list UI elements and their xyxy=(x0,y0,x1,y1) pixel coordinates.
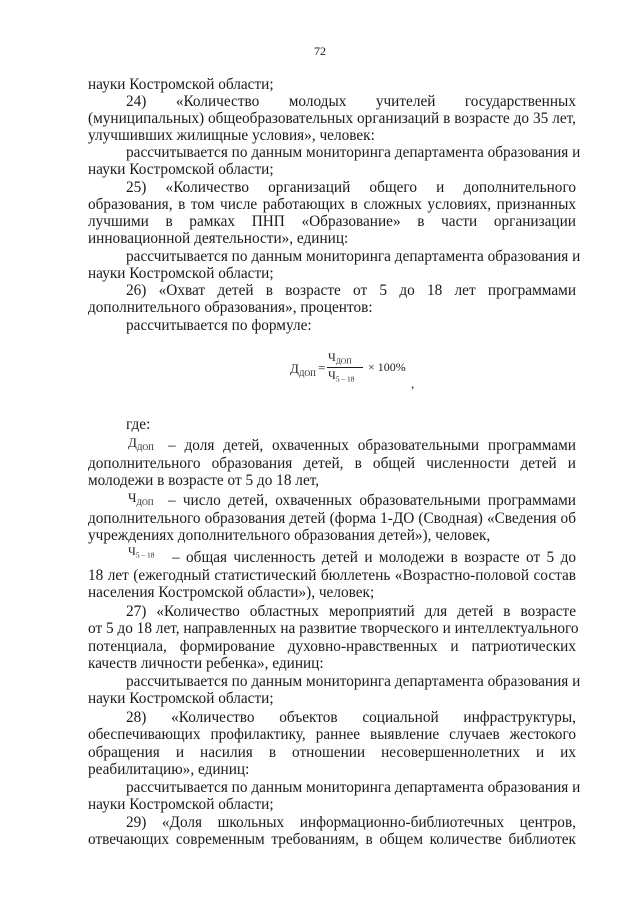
formula-comma: , xyxy=(411,376,415,391)
text-line: от 5 до 18 лет, направленных на развитие творческого и интеллектуального xyxy=(88,620,579,637)
text-line: дополнительного образования детей (форма 1-ДО (Сводная) «Сведения об xyxy=(88,510,576,527)
symbol-letter: Ч xyxy=(128,544,136,558)
text-line: реабилитацию», единиц: xyxy=(88,761,250,778)
text-line: лучшими в рамках ПНП «Образование» в части организации xyxy=(88,213,576,230)
text-line: рассчитывается по формуле: xyxy=(126,317,312,334)
symbol-ch-dop xyxy=(128,490,154,507)
text-line: населения Костромской области»), человек; xyxy=(88,584,375,601)
text-line: 25) «Количество организаций общего и дополнительного xyxy=(126,179,576,196)
formula-lhs xyxy=(290,361,316,378)
text-line: науки Костромской области; xyxy=(88,161,274,178)
symbol-sub: 5 – 18 xyxy=(135,550,155,560)
text-line: обеспечивающих профилактику, раннее выявление случаев жестокого xyxy=(88,726,576,743)
text-line: качеств личности ребенка», единиц: xyxy=(88,655,324,672)
text-line: где: xyxy=(126,416,151,433)
text-line: 18 лет (ежегодный статистический бюллетень «Возрастно-половой состав xyxy=(88,567,576,584)
text-line: – число детей, охваченных образовательными программами xyxy=(168,492,576,509)
text-line: дополнительного образования», процентов: xyxy=(88,299,373,316)
text-line: науки Костромской области; xyxy=(88,690,274,707)
symbol-sub: ДОП xyxy=(136,442,154,452)
page-number: 72 xyxy=(314,44,326,58)
text-line: рассчитывается по данным мониторинга департамента образования и xyxy=(126,248,581,265)
text-line: отвечающих современным требованиям, в общем количестве библиотек xyxy=(88,831,576,848)
text-line: 29) «Доля школьных информационно-библиотечных центров, xyxy=(126,814,576,831)
text-line: 24) «Количество молодых учителей государственных xyxy=(126,93,576,110)
formula-num-letter: Ч xyxy=(328,350,336,364)
formula-lhs-sub: ДОП xyxy=(298,368,316,378)
text-line: рассчитывается по данным мониторинга департамента образования и xyxy=(126,673,581,690)
symbol-letter: Ч xyxy=(128,490,137,505)
text-line: науки Костромской области; xyxy=(88,796,274,813)
text-line: рассчитывается по данным мониторинга департамента образования и xyxy=(126,779,581,796)
text-line: дополнительного образования детей, в общей численности детей и xyxy=(88,455,576,472)
text-line: 27) «Количество областных мероприятий для детей в возрасте xyxy=(126,603,576,620)
formula-lhs-letter: Д xyxy=(290,361,299,376)
text-line: учреждениях дополнительного образования детей»), человек, xyxy=(88,527,491,544)
text-line: науки Костромской области; xyxy=(88,265,274,282)
symbol-ch-5-18 xyxy=(128,544,154,560)
text-line: рассчитывается по данным мониторинга департамента образования и xyxy=(126,144,581,161)
formula-multiplier: × 100% xyxy=(368,360,406,374)
formula-den-sub: 5 – 18 xyxy=(335,374,355,384)
formula-numerator xyxy=(328,350,352,366)
formula-denominator xyxy=(328,368,354,384)
text-line: 28) «Количество объектов социальной инфраструктуры, xyxy=(126,709,576,726)
text-line: (муниципальных) общеобразовательных организаций в возрасте до 35 лет, xyxy=(88,110,576,127)
text-line: – общая численность детей и молодежи в возрасте от 5 до xyxy=(172,549,576,566)
text-line: – доля детей, охваченных образовательными программами xyxy=(168,437,576,454)
text-line: инновационной деятельности», единиц: xyxy=(88,230,349,247)
formula xyxy=(290,348,490,391)
formula-den-letter: Ч xyxy=(328,368,336,382)
symbol-d-dop xyxy=(128,435,154,452)
text-line: образования, в том числе работающих в сложных условиях, признанных xyxy=(88,196,576,213)
symbol-letter: Д xyxy=(128,435,137,450)
text-line: науки Костромской области; xyxy=(88,76,274,93)
text-line: молодежи в возрасте от 5 до 18 лет, xyxy=(88,472,320,489)
text-line: улучшивших жилищные условия», человек: xyxy=(88,127,375,144)
symbol-sub: ДОП xyxy=(136,497,154,507)
text-line: 26) «Охват детей в возрасте от 5 до 18 лет программами xyxy=(126,282,576,299)
formula-equals: = xyxy=(318,360,326,375)
text-line: потенциала, формирование духовно-нравственных и патриотических xyxy=(88,638,576,655)
formula-num-sub: ДОП xyxy=(335,356,352,366)
text-line: обращения и насилия в отношении несовершеннолетних и их xyxy=(88,744,576,761)
